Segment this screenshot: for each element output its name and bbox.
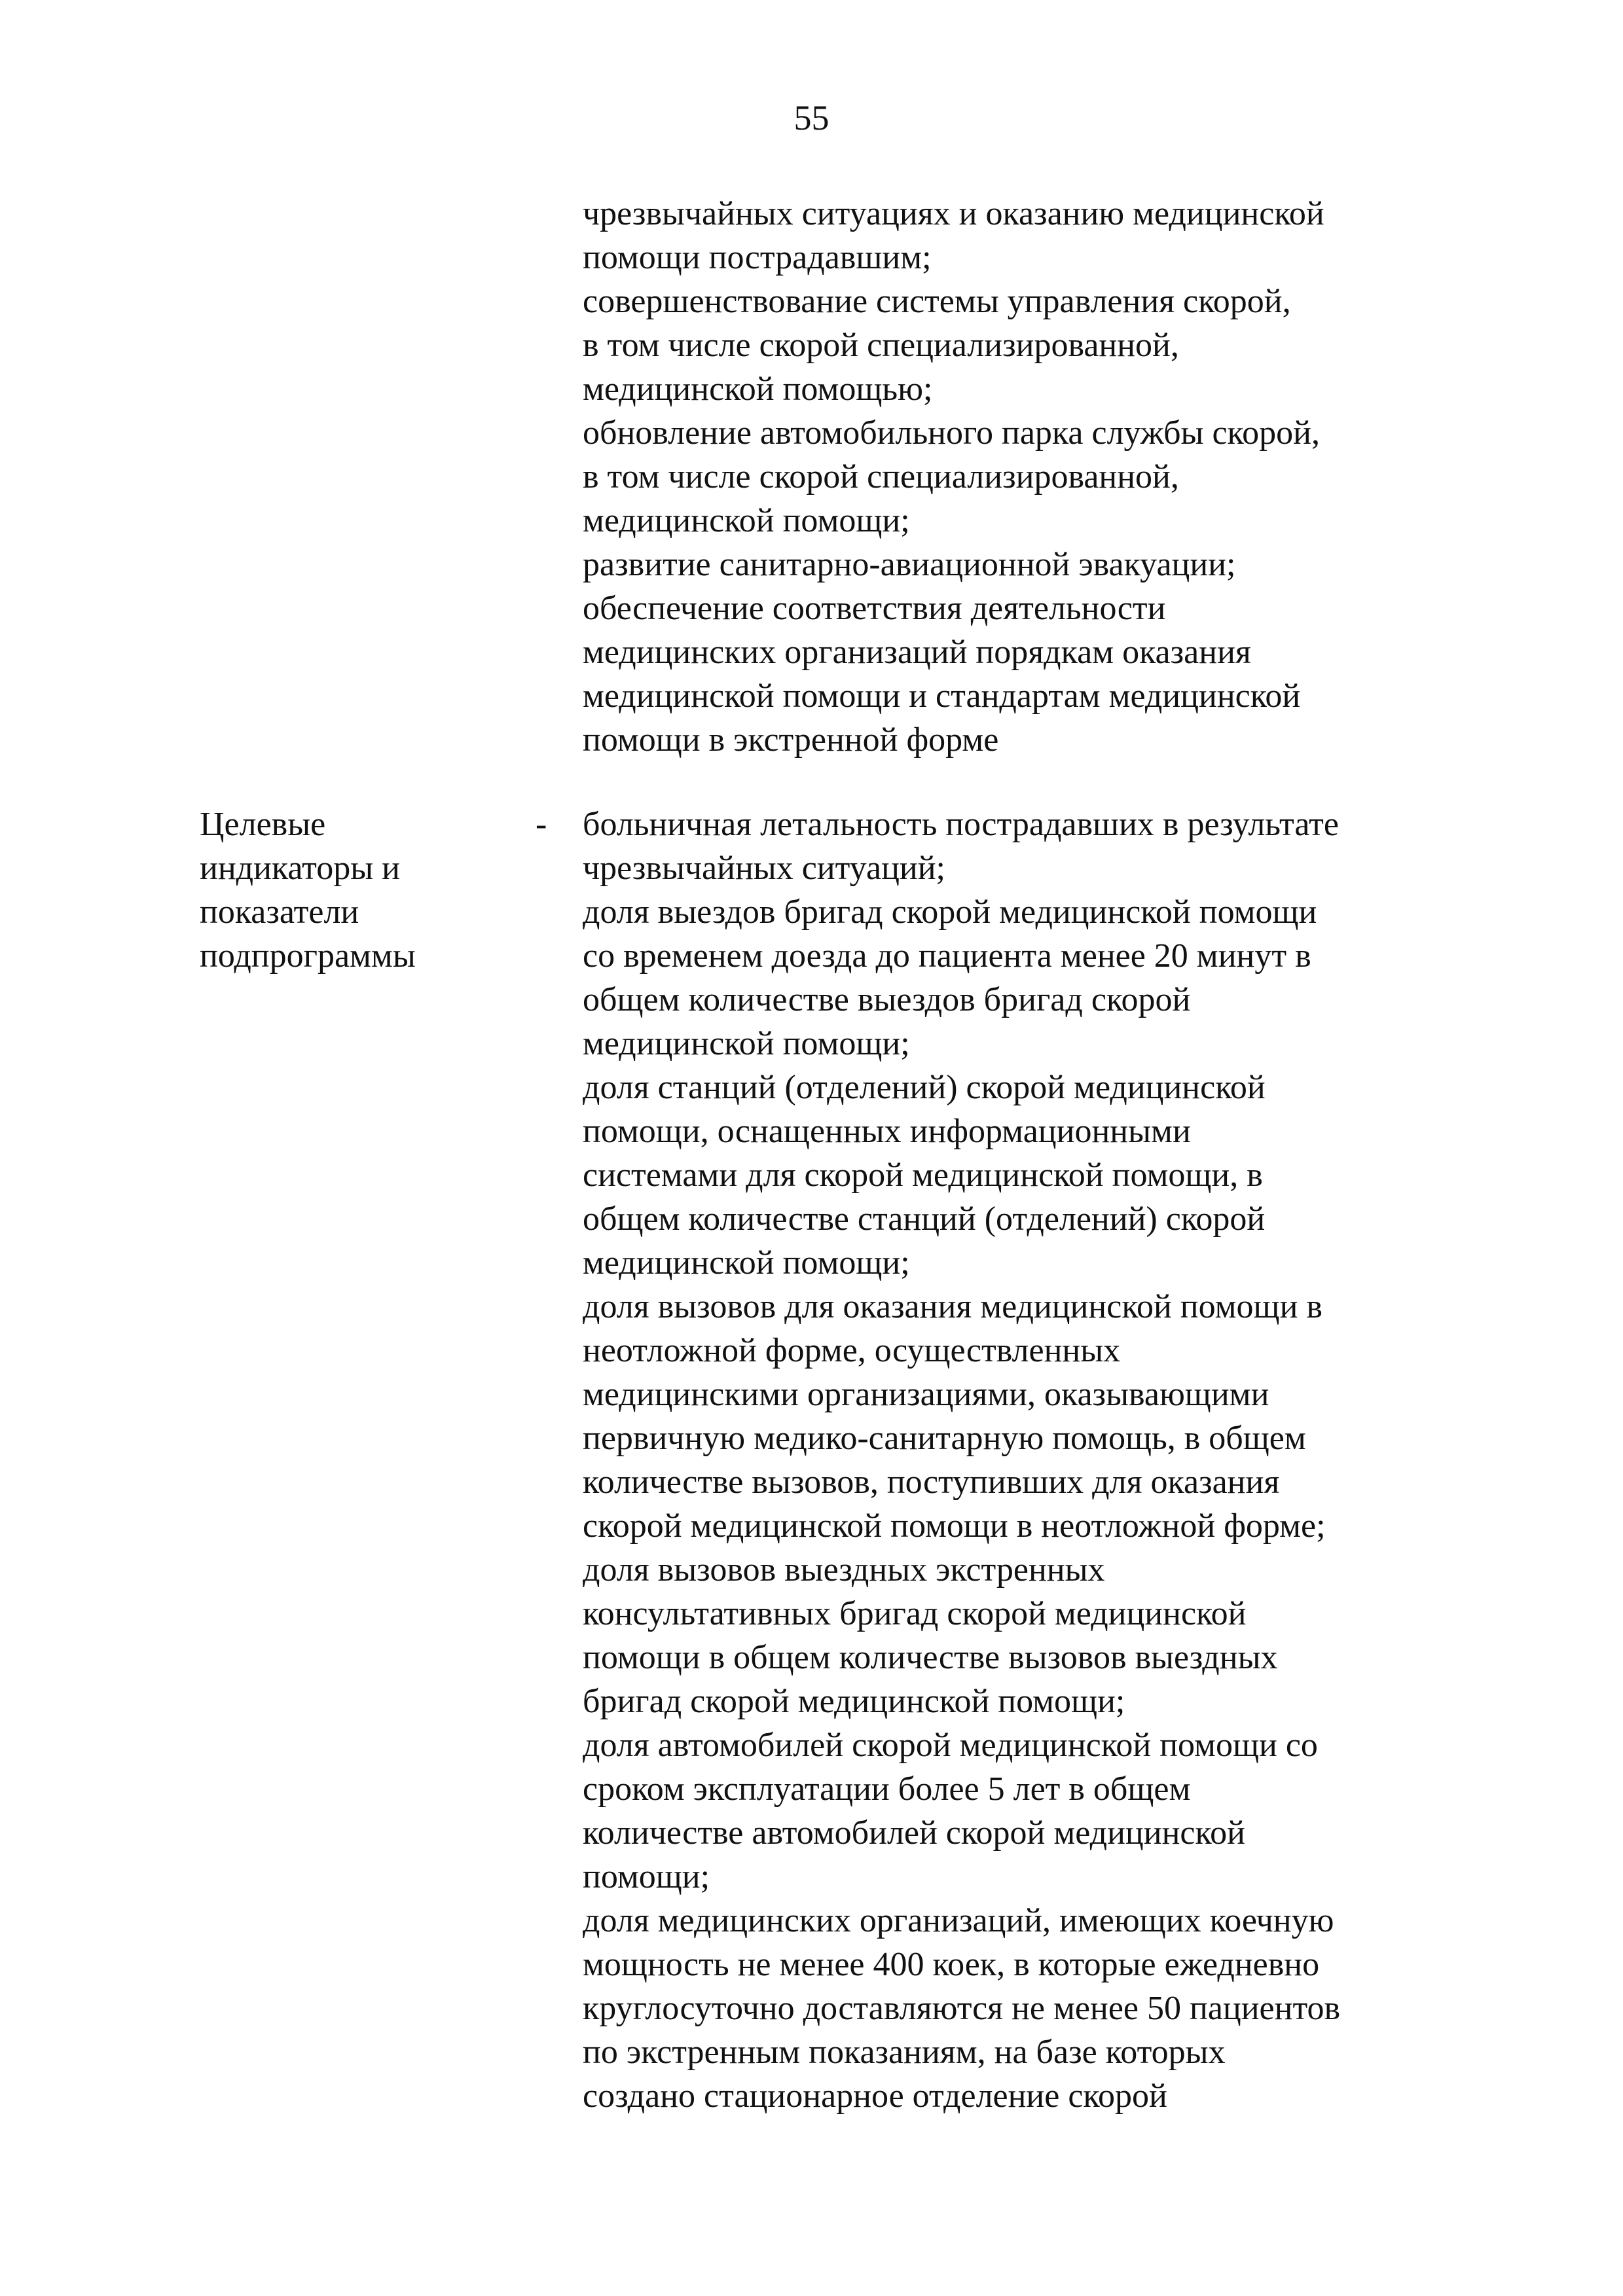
text-line: доля медицинских организаций, имеющих коечную xyxy=(583,1902,1334,1939)
indicators-content xyxy=(583,802,1453,2118)
text-line: общем количестве станций (отделений) скорой xyxy=(583,1200,1266,1238)
text-line: медицинской помощи; xyxy=(583,502,910,539)
indicators-section xyxy=(0,802,1623,2177)
text-line: в том числе скорой специализированной, xyxy=(583,327,1179,364)
text-line: в том числе скорой специализированной, xyxy=(583,458,1179,495)
text-line: медицинской помощи; xyxy=(583,1244,910,1282)
text-line: общем количестве выездов бригад скорой xyxy=(583,981,1191,1018)
text-line: медицинской помощи; xyxy=(583,1025,910,1062)
text-line: медицинской помощью; xyxy=(583,370,933,408)
text-line: круглосуточно доставляются не менее 50 пациентов xyxy=(583,1990,1341,2027)
separator-dash: - xyxy=(536,806,547,843)
text-line: чрезвычайных ситуациях и оказанию медицинской xyxy=(583,195,1324,232)
text-line: доля выездов бригад скорой медицинской помощи xyxy=(583,893,1317,931)
text-line: доля станций (отделений) скорой медицинской xyxy=(583,1069,1266,1106)
text-line: помощи пострадавшим; xyxy=(583,239,932,276)
continuation-text xyxy=(583,192,1453,762)
text-line: мощность не менее 400 коек, в которые ежедневно xyxy=(583,1946,1320,1983)
text-line: медицинских организаций порядкам оказания xyxy=(583,634,1251,671)
text-line: доля автомобилей скорой медицинской помощи со xyxy=(583,1727,1318,1764)
text-line: медицинскими организациями, оказывающими xyxy=(583,1376,1269,1413)
text-line: доля вызовов для оказания медицинской помощи в xyxy=(583,1288,1322,1325)
label-line: Целевые xyxy=(200,806,326,843)
text-line: первичную медико-санитарную помощь, в общем xyxy=(583,1420,1306,1457)
text-line: совершенствование системы управления скорой, xyxy=(583,283,1291,320)
text-line: неотложной форме, осуществленных xyxy=(583,1332,1121,1369)
text-line: помощи, оснащенных информационными xyxy=(583,1113,1191,1150)
text-line: чрезвычайных ситуаций; xyxy=(583,850,945,887)
label-line: подпрограммы xyxy=(200,937,416,975)
text-line: обеспечение соответствия деятельности xyxy=(583,590,1166,627)
page-number: 55 xyxy=(793,98,830,137)
text-line: по экстренным показаниям, на базе которых xyxy=(583,2034,1226,2071)
text-line: помощи в экстренной форме xyxy=(583,721,999,759)
text-line: системами для скорой медицинской помощи, в xyxy=(583,1157,1263,1194)
text-line: больничная летальность пострадавших в результате xyxy=(583,806,1339,843)
text-line: количестве автомобилей скорой медицинской xyxy=(583,1814,1245,1852)
text-line: помощи; xyxy=(583,1858,710,1895)
text-line: доля вызовов выездных экстренных xyxy=(583,1551,1105,1588)
text-line: медицинской помощи и стандартам медицинской xyxy=(583,677,1301,715)
text-line: создано стационарное отделение скорой xyxy=(583,2077,1167,2115)
text-line: обновление автомобильного парка службы скорой, xyxy=(583,414,1320,452)
text-line: скорой медицинской помощи в неотложной форме; xyxy=(583,1507,1326,1545)
text-line: помощи в общем количестве вызовов выездных xyxy=(583,1639,1278,1676)
label-line: показатели xyxy=(200,893,359,931)
text-line: консультативных бригад скорой медицинской xyxy=(583,1595,1247,1632)
text-line: развитие санитарно-авиационной эвакуации; xyxy=(583,546,1236,583)
text-line: бригад скорой медицинской помощи; xyxy=(583,1683,1125,1720)
text-line: количестве вызовов, поступивших для оказания xyxy=(583,1463,1280,1501)
section-label xyxy=(200,802,514,978)
text-line: со временем доезда до пациента менее 20 минут в xyxy=(583,937,1311,975)
label-line: индикаторы и xyxy=(200,850,400,887)
text-line: сроком эксплуатации более 5 лет в общем xyxy=(583,1770,1191,1808)
